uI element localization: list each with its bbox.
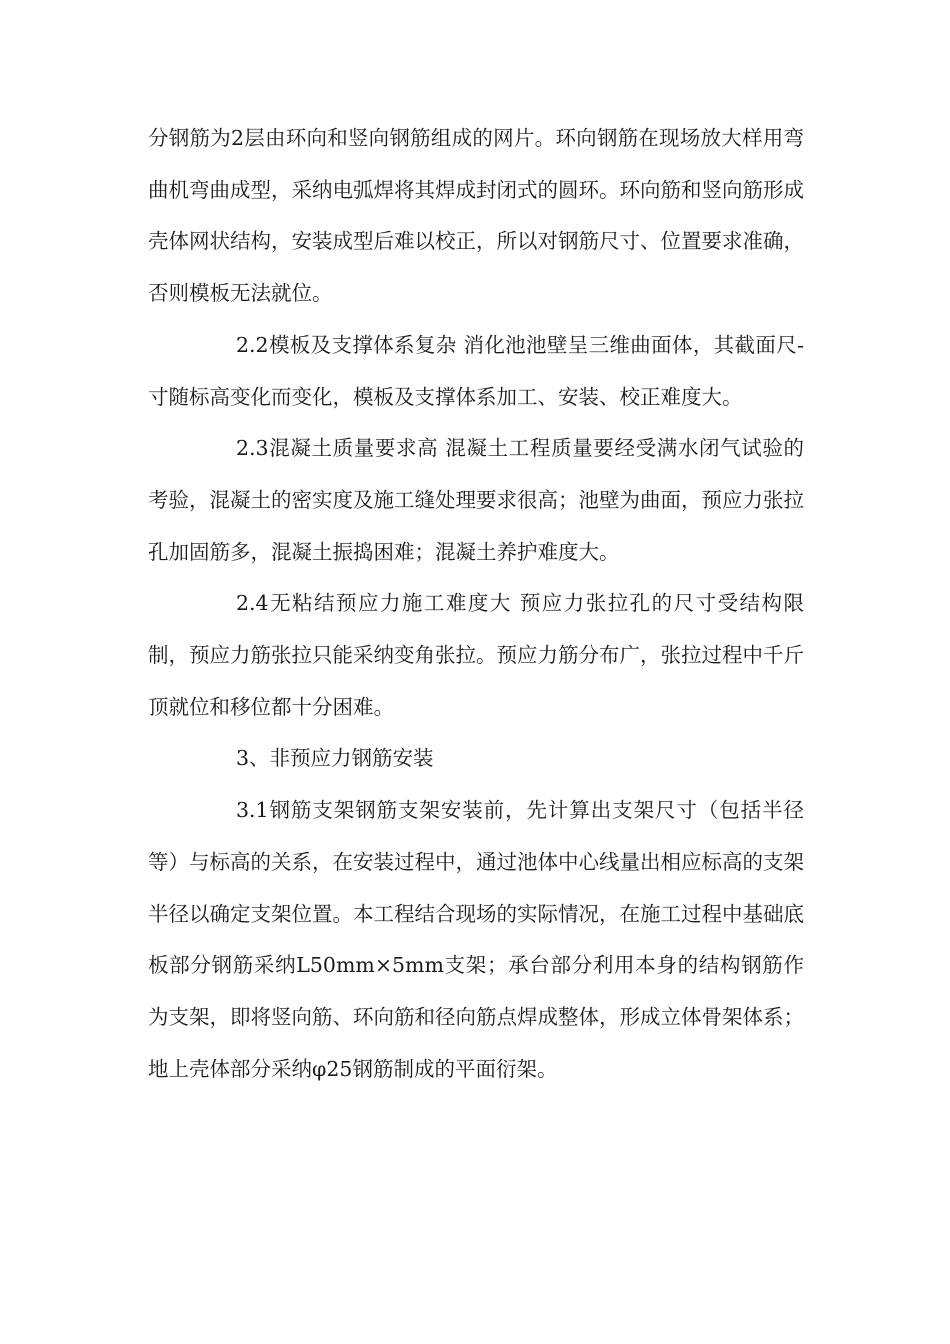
paragraph-rebar-support: 3.1钢筋支架钢筋支架安装前，先计算出支架尺寸（包括半径等）与标高的关系，在安装过程中，通过池体中心线量出相应标高的支架半径以确定支架位置。本工程结合现场的实际情况，在施工过程中基础底板部分钢筋采纳L50mm×5mm支架；承台部分利用本身的结构钢筋作为支架，即将竖向筋、环向筋和径向筋点焊成整体，形成立体骨架体系；地上壳体部分采纳φ25钢筋制成的平面衍架。 bbox=[148, 798, 804, 1081]
paragraph-rebar-mesh: 分钢筋为2层由环向和竖向钢筋组成的网片。环向钢筋在现场放大样用弯曲机弯曲成型，采纳电弧焊将其焊成封闭式的圆环。环向筋和竖向筋形成壳体网状结构，安装成型后难以校正，所以对钢筋尺寸、位置要求准确，否则模板无法就位。 bbox=[148, 126, 804, 306]
paragraph-formwork-support: 2.2模板及支撑体系复杂 消化池池壁呈三维曲面体，其截面尺-寸随标高变化而变化，模板及支撑体系加工、安装、校正难度大。 bbox=[148, 332, 804, 409]
paragraph-unbonded-prestress: 2.4无粘结预应力施工难度大 预应力张拉孔的尺寸受结构限制，预应力筋张拉只能采纳变角张拉。预应力筋分布广，张拉过程中千斤顶就位和移位都十分困难。 bbox=[148, 591, 804, 719]
document-page bbox=[148, 113, 804, 1095]
paragraph-concrete-quality: 2.3混凝土质量要求高 混凝土工程质量要经受满水闭气试验的考验，混凝土的密实度及施工缝处理要求很高；池壁为曲面，预应力张拉孔加固筋多，混凝土振捣困难；混凝土养护难度大。 bbox=[148, 436, 804, 564]
section-heading-non-prestressed-rebar: 3、非预应力钢筋安装 bbox=[236, 746, 434, 771]
